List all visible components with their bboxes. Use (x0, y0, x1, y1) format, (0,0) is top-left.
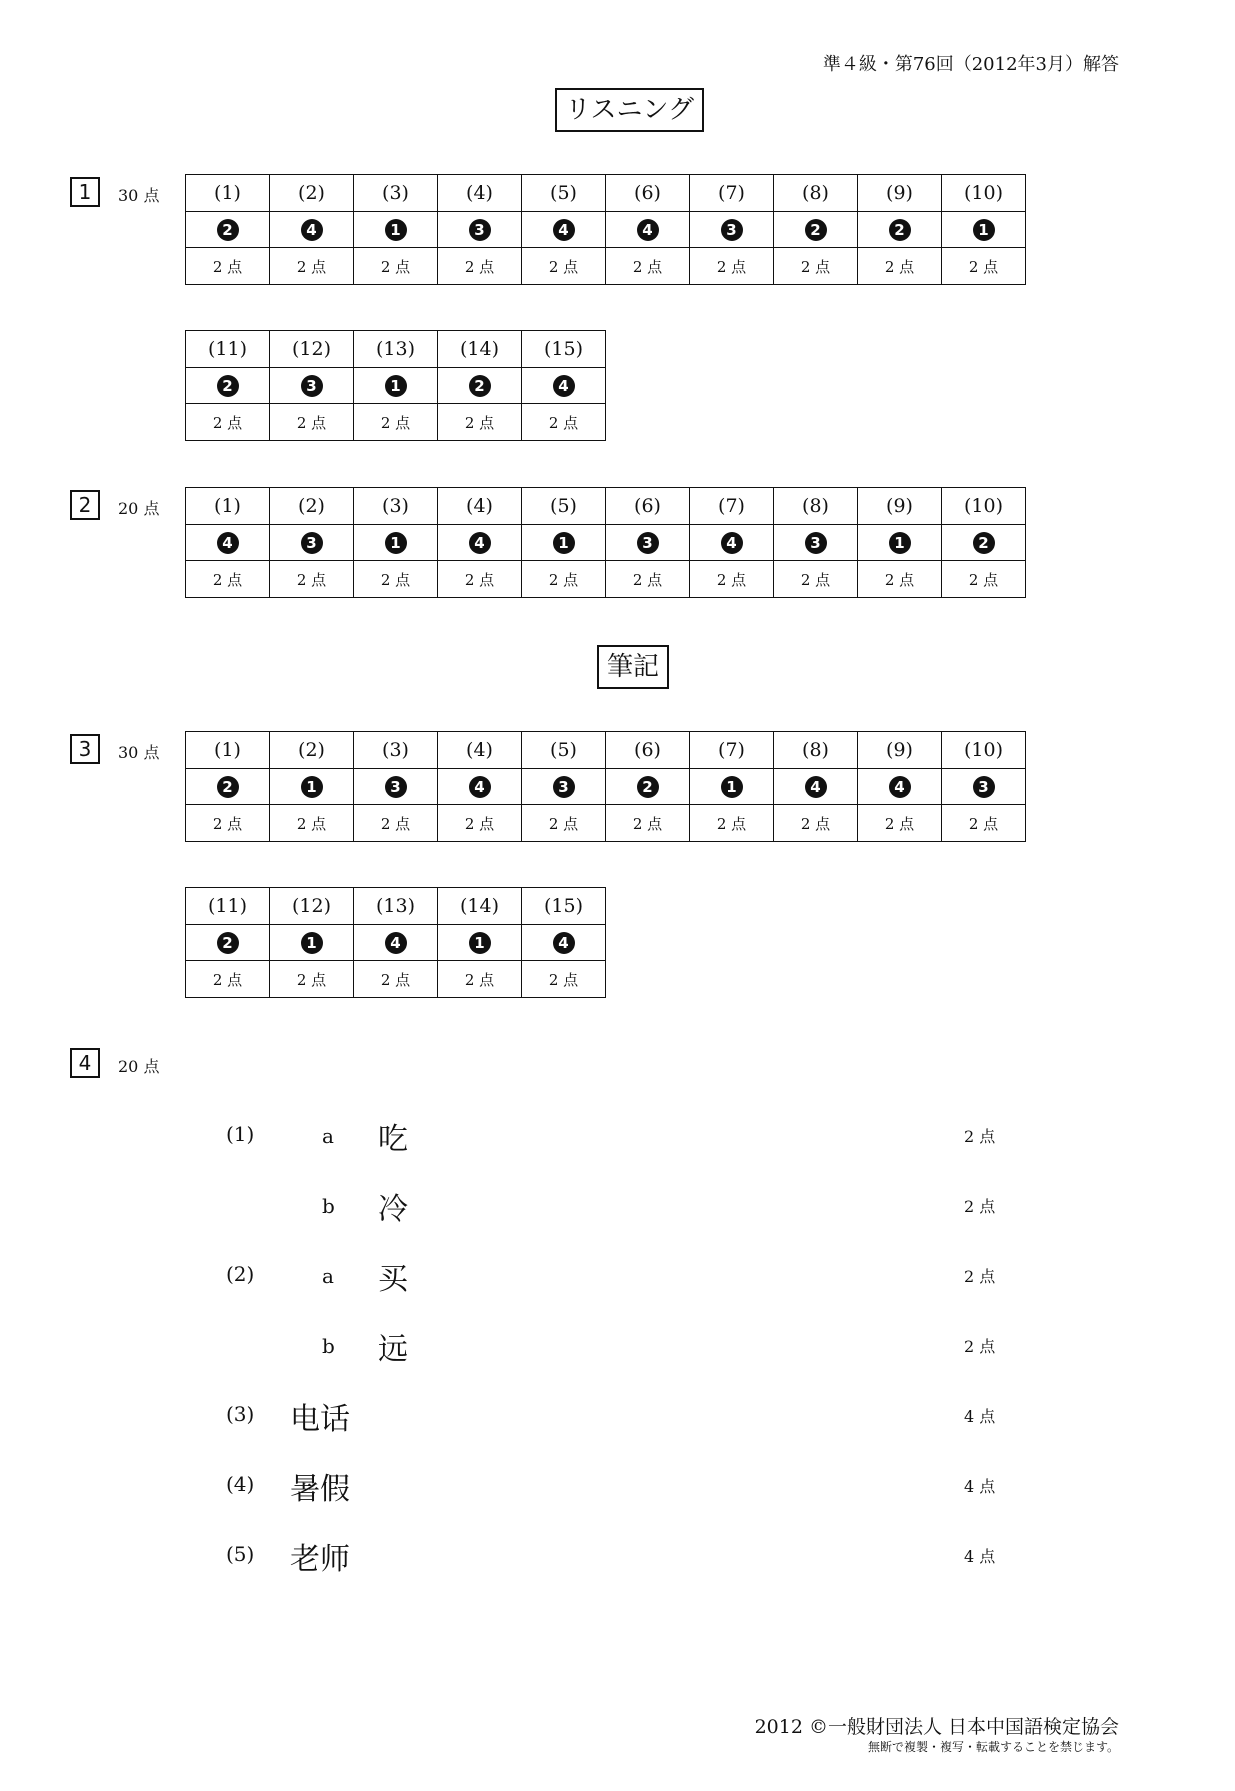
answer-choice (270, 769, 354, 805)
answer-choice (270, 368, 354, 404)
answer-label: (1) (186, 175, 270, 212)
answer-label: (11) (186, 888, 270, 925)
answer-label: (9) (858, 732, 942, 769)
answer-points: 2 点 (774, 248, 858, 285)
answer-number-badge: 1 (385, 375, 407, 397)
item-points: 4 点 (964, 1407, 996, 1426)
answer-label: (6) (606, 175, 690, 212)
item-answer: 远 (378, 1332, 408, 1367)
question-1-number: 1 (70, 177, 100, 207)
item-points: 2 点 (964, 1337, 996, 1356)
answer-choice (438, 525, 522, 561)
answer-number-badge: 4 (301, 219, 323, 241)
answer-choice (354, 525, 438, 561)
answer-number-badge: 1 (301, 776, 323, 798)
answer-label: (3) (354, 732, 438, 769)
answer-number-badge: 4 (637, 219, 659, 241)
answer-points: 2 点 (354, 248, 438, 285)
answer-label: (12) (270, 331, 354, 368)
answer-label: (8) (774, 732, 858, 769)
answer-points: 2 点 (522, 404, 606, 441)
answer-choice (186, 212, 270, 248)
question-3-points: 30 点 (118, 743, 160, 762)
answer-label: (2) (270, 175, 354, 212)
answer-choice (522, 525, 606, 561)
answer-points: 2 点 (438, 561, 522, 598)
answer-points: 2 点 (690, 805, 774, 842)
answer-number-badge: 4 (469, 776, 491, 798)
table-row (186, 925, 606, 961)
answer-points: 2 点 (270, 404, 354, 441)
table-row (186, 404, 606, 441)
answer-number-badge: 4 (805, 776, 827, 798)
answer-number-badge: 1 (469, 932, 491, 954)
answer-choice (354, 212, 438, 248)
answer-label: (7) (690, 175, 774, 212)
answer-label: (8) (774, 175, 858, 212)
item-number: (2) (226, 1262, 255, 1286)
answer-points: 2 点 (606, 805, 690, 842)
answer-choice (606, 769, 690, 805)
answer-label: (4) (438, 732, 522, 769)
answer-points: 2 点 (354, 961, 438, 998)
answer-choice (522, 368, 606, 404)
answer-number-badge: 4 (553, 932, 575, 954)
answer-points: 2 点 (774, 805, 858, 842)
item-answer: 暑假 (290, 1472, 350, 1507)
table-row (186, 561, 1026, 598)
answer-label: (15) (522, 331, 606, 368)
answer-choice (354, 925, 438, 961)
answer-label: (14) (438, 888, 522, 925)
answer-table (185, 487, 1026, 598)
answer-label: (1) (186, 488, 270, 525)
answer-label: (3) (354, 488, 438, 525)
answer-choice (438, 368, 522, 404)
item-answer: 买 (378, 1262, 408, 1297)
answer-number-badge: 2 (805, 219, 827, 241)
item-answer: 电话 (290, 1402, 350, 1437)
item-answer: 冷 (378, 1192, 408, 1227)
answer-number-badge: 2 (973, 532, 995, 554)
table-row (186, 888, 606, 925)
answer-label: (13) (354, 888, 438, 925)
answer-points: 2 点 (438, 248, 522, 285)
section-title-writing: 筆記 (597, 645, 669, 689)
answer-points: 2 点 (606, 248, 690, 285)
question-4-number: 4 (70, 1048, 100, 1078)
answer-choice (774, 212, 858, 248)
item-number: (4) (226, 1472, 255, 1496)
table-row (186, 525, 1026, 561)
answer-choice (186, 769, 270, 805)
answer-points: 2 点 (270, 248, 354, 285)
item-answer: 吃 (378, 1122, 408, 1157)
answer-number-badge: 1 (973, 219, 995, 241)
answer-points: 2 点 (354, 404, 438, 441)
item-points: 2 点 (964, 1197, 996, 1216)
answer-table (185, 731, 1026, 842)
item-points: 4 点 (964, 1547, 996, 1566)
answer-choice (690, 525, 774, 561)
answer-points: 2 点 (942, 561, 1026, 598)
answer-label: (9) (858, 175, 942, 212)
answer-number-badge: 1 (301, 932, 323, 954)
item-sub-label: a (322, 1264, 334, 1288)
answer-points: 2 点 (438, 961, 522, 998)
answer-table (185, 887, 606, 998)
answer-label: (3) (354, 175, 438, 212)
answer-label: (12) (270, 888, 354, 925)
answer-points: 2 点 (186, 961, 270, 998)
answer-label: (5) (522, 488, 606, 525)
question-4-points: 20 点 (118, 1057, 160, 1076)
answer-number-badge: 2 (889, 219, 911, 241)
answer-choice (858, 769, 942, 805)
section-title-listening: リスニング (555, 88, 704, 132)
answer-label: (6) (606, 488, 690, 525)
item-sub-label: b (322, 1334, 335, 1358)
answer-choice (606, 525, 690, 561)
answer-choice (438, 925, 522, 961)
copyright: 2012 ©一般財団法人 日本中国語検定協会 (754, 1716, 1119, 1738)
answer-number-badge: 3 (553, 776, 575, 798)
answer-points: 2 点 (186, 561, 270, 598)
table-row (186, 961, 606, 998)
answer-number-badge: 1 (553, 532, 575, 554)
answer-choice (270, 525, 354, 561)
answer-choice (774, 525, 858, 561)
answer-label: (10) (942, 732, 1026, 769)
answer-label: (2) (270, 488, 354, 525)
answer-label: (5) (522, 175, 606, 212)
answer-points: 2 点 (690, 561, 774, 598)
answer-label: (8) (774, 488, 858, 525)
copyright-notice: 無断で複製・複写・転載することを禁じます。 (867, 1740, 1119, 1754)
answer-choice (354, 769, 438, 805)
answer-points: 2 点 (858, 561, 942, 598)
question-3-number: 3 (70, 734, 100, 764)
table-row (186, 175, 1026, 212)
table-row (186, 488, 1026, 525)
answer-label: (5) (522, 732, 606, 769)
table-row (186, 248, 1026, 285)
answer-points: 2 点 (186, 404, 270, 441)
answer-label: (9) (858, 488, 942, 525)
table-row (186, 769, 1026, 805)
answer-points: 2 点 (942, 805, 1026, 842)
exam-header: 準４級・第76回（2012年3月）解答 (822, 54, 1119, 75)
answer-points: 2 点 (354, 805, 438, 842)
item-sub-label: b (322, 1194, 335, 1218)
answer-number-badge: 3 (301, 532, 323, 554)
answer-choice (858, 525, 942, 561)
answer-number-badge: 1 (721, 776, 743, 798)
answer-choice (186, 368, 270, 404)
item-points: 2 点 (964, 1267, 996, 1286)
answer-points: 2 点 (942, 248, 1026, 285)
answer-number-badge: 1 (385, 532, 407, 554)
item-number: (5) (226, 1542, 255, 1566)
answer-choice (942, 212, 1026, 248)
answer-points: 2 点 (438, 404, 522, 441)
question-2-points: 20 点 (118, 499, 160, 518)
answer-number-badge: 2 (637, 776, 659, 798)
answer-points: 2 点 (522, 961, 606, 998)
answer-label: (1) (186, 732, 270, 769)
answer-points: 2 点 (186, 248, 270, 285)
answer-label: (10) (942, 175, 1026, 212)
table-row (186, 368, 606, 404)
answer-choice (942, 769, 1026, 805)
answer-number-badge: 3 (805, 532, 827, 554)
table-row (186, 331, 606, 368)
answer-number-badge: 4 (385, 932, 407, 954)
answer-number-badge: 2 (217, 776, 239, 798)
answer-choice (942, 525, 1026, 561)
answer-number-badge: 4 (217, 532, 239, 554)
answer-choice (186, 525, 270, 561)
answer-number-badge: 4 (469, 532, 491, 554)
answer-points: 2 点 (354, 561, 438, 598)
table-row (186, 805, 1026, 842)
answer-label: (7) (690, 488, 774, 525)
answer-label: (14) (438, 331, 522, 368)
answer-number-badge: 3 (973, 776, 995, 798)
answer-points: 2 点 (606, 561, 690, 598)
answer-label: (4) (438, 175, 522, 212)
answer-points: 2 点 (270, 805, 354, 842)
answer-number-badge: 4 (721, 532, 743, 554)
answer-number-badge: 3 (301, 375, 323, 397)
answer-choice (270, 212, 354, 248)
answer-number-badge: 2 (469, 375, 491, 397)
answer-table (185, 174, 1026, 285)
answer-number-badge: 4 (553, 375, 575, 397)
answer-number-badge: 3 (637, 532, 659, 554)
answer-choice (690, 212, 774, 248)
answer-choice (522, 769, 606, 805)
answer-points: 2 点 (690, 248, 774, 285)
answer-number-badge: 3 (469, 219, 491, 241)
answer-label: (15) (522, 888, 606, 925)
item-number: (3) (226, 1402, 255, 1426)
question-1-points: 30 点 (118, 186, 160, 205)
answer-choice (522, 212, 606, 248)
item-number: (1) (226, 1122, 255, 1146)
answer-label: (4) (438, 488, 522, 525)
answer-number-badge: 4 (553, 219, 575, 241)
answer-number-badge: 4 (889, 776, 911, 798)
answer-number-badge: 2 (217, 219, 239, 241)
answer-choice (354, 368, 438, 404)
answer-choice (690, 769, 774, 805)
answer-label: (2) (270, 732, 354, 769)
answer-choice (774, 769, 858, 805)
answer-number-badge: 1 (889, 532, 911, 554)
answer-points: 2 点 (858, 248, 942, 285)
answer-number-badge: 1 (385, 219, 407, 241)
answer-choice (858, 212, 942, 248)
answer-choice (606, 212, 690, 248)
answer-points: 2 点 (522, 248, 606, 285)
answer-points: 2 点 (438, 805, 522, 842)
answer-label: (13) (354, 331, 438, 368)
answer-choice (270, 925, 354, 961)
answer-number-badge: 3 (721, 219, 743, 241)
answer-label: (10) (942, 488, 1026, 525)
table-row (186, 212, 1026, 248)
item-sub-label: a (322, 1124, 334, 1148)
answer-label: (6) (606, 732, 690, 769)
answer-choice (186, 925, 270, 961)
question-2-number: 2 (70, 490, 100, 520)
answer-choice (522, 925, 606, 961)
answer-number-badge: 2 (217, 932, 239, 954)
item-points: 2 点 (964, 1127, 996, 1146)
answer-choice (438, 212, 522, 248)
answer-label: (7) (690, 732, 774, 769)
item-points: 4 点 (964, 1477, 996, 1496)
answer-points: 2 点 (774, 561, 858, 598)
answer-points: 2 点 (522, 805, 606, 842)
answer-label: (11) (186, 331, 270, 368)
answer-table (185, 330, 606, 441)
answer-points: 2 点 (270, 561, 354, 598)
item-answer: 老师 (290, 1542, 350, 1577)
table-row (186, 732, 1026, 769)
answer-number-badge: 2 (217, 375, 239, 397)
answer-points: 2 点 (270, 961, 354, 998)
answer-choice (438, 769, 522, 805)
answer-number-badge: 3 (385, 776, 407, 798)
answer-points: 2 点 (858, 805, 942, 842)
answer-points: 2 点 (522, 561, 606, 598)
answer-points: 2 点 (186, 805, 270, 842)
